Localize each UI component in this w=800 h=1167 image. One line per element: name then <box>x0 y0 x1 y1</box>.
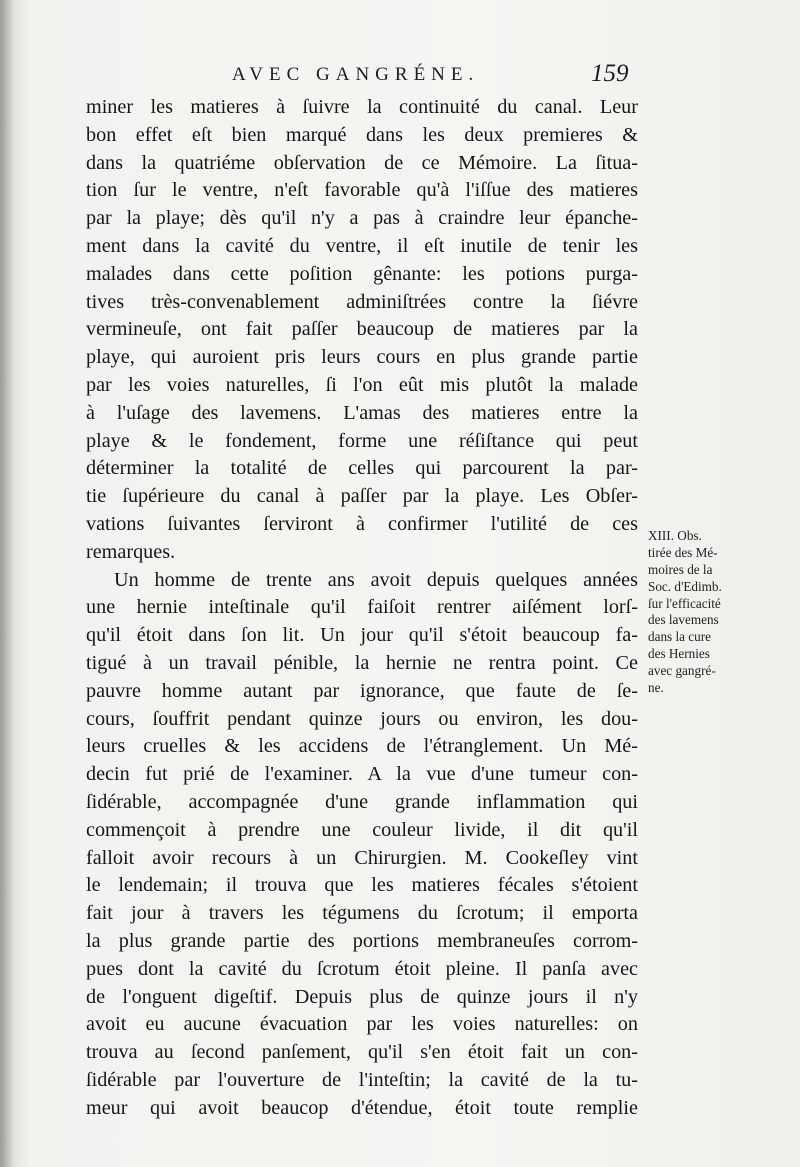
gutter-shadow <box>0 0 14 1167</box>
text-line: meur qui avoit beaucop d'étendue, étoit toute remplie <box>86 1096 638 1119</box>
text-line: tigué à un travail pénible, la hernie ne rentra point. Ce <box>86 651 638 674</box>
text-line: playe & le fondement, forme une réſiſtance qui peut <box>86 429 638 452</box>
margin-note-line: Soc. d'Edimb. <box>648 578 722 594</box>
text-line: dans la quatriéme obſervation de ce Mémoire. La ſitua- <box>86 151 638 174</box>
text-line: à l'uſage des lavemens. L'amas des matieres entre la <box>86 401 638 424</box>
text-line: bon effet eſt bien marqué dans les deux premieres & <box>86 123 638 146</box>
margin-note-line: dans la cure <box>648 629 711 645</box>
text-line: ment dans la cavité du ventre, il eſt inutile de tenir les <box>86 234 638 257</box>
text-line: le lendemain; il trouva que les matieres fécales s'étoient <box>86 874 638 897</box>
margin-note-line: ſur l'efficacité <box>648 595 721 611</box>
paragraph-first-line: Un homme de trente ans avoit depuis quelques années <box>114 568 638 591</box>
text-line: qu'il étoit dans ſon lit. Un jour qu'il s'étoit beaucoup fa- <box>86 624 638 647</box>
text-line: déterminer la totalité de celles qui parcourent la par- <box>86 457 638 480</box>
text-line: par les voies naturelles, ſi l'on eût mis plutôt la malade <box>86 373 638 396</box>
margin-note-line: moires de la <box>648 561 713 577</box>
text-line: avoit eu aucune évacuation par les voies naturelles: on <box>86 1013 638 1036</box>
margin-note-line: tirée des Mé- <box>648 544 718 560</box>
text-line: playe, qui auroient pris leurs cours en plus grande partie <box>86 346 638 369</box>
text-line: cours, ſouffrit pendant quinze jours ou environ, les dou- <box>86 707 638 730</box>
text-line: ſidérable par l'ouverture de l'inteſtin; la cavité de la tu- <box>86 1068 638 1091</box>
text-line: pauvre homme autant par ignorance, que faute de ſe- <box>86 679 638 702</box>
text-line: une hernie inteſtinale qu'il faiſoit rentrer aiſément lorſ- <box>86 596 638 619</box>
text-line: tie ſupérieure du canal à paſſer par la playe. Les Obſer- <box>86 485 638 508</box>
margin-note-line: ne. <box>648 680 664 696</box>
text-line: decin fut prié de l'examiner. A la vue d'une tumeur con- <box>86 763 638 786</box>
text-line: commençoit à prendre une couleur livide, il dit qu'il <box>86 818 638 841</box>
margin-note-line: des lavemens <box>648 612 719 628</box>
margin-note-line: des Hernies <box>648 646 710 662</box>
text-line: remarques. <box>86 540 176 563</box>
text-line: ſidérable, accompagnée d'une grande inflammation qui <box>86 790 638 813</box>
margin-note-line: avec gangré- <box>648 663 716 679</box>
text-line: leurs cruelles & les accidens de l'étranglement. Un Mé- <box>86 735 638 758</box>
text-line: pues dont la cavité du ſcrotum étoit pleine. Il panſa avec <box>86 957 638 980</box>
text-line: tives très-convenablement adminiſtrées contre la ſiévre <box>86 290 638 313</box>
margin-note-line: XIII. Obs. <box>648 528 702 543</box>
text-line: fait jour à travers les tégumens du ſcrotum; il emporta <box>86 902 638 925</box>
text-line: tion ſur le ventre, n'eſt favorable qu'à l'iſſue des matieres <box>86 179 638 202</box>
text-line: par la playe; dès qu'il n'y a pas à craindre leur épanche- <box>86 207 638 230</box>
text-line: miner les matieres à ſuivre la continuité du canal. Leur <box>86 96 638 118</box>
text-line: la plus grande partie des portions membraneuſes corrom- <box>86 929 638 952</box>
running-title: AVEC GANGRÉNE. <box>232 64 480 85</box>
text-line: falloit avoir recours à un Chirurgien. M. Cookeſley vint <box>86 846 638 869</box>
margin-note <box>648 528 766 697</box>
page-number: 159 <box>591 60 629 87</box>
text-line: vermineuſe, ont fait paſſer beaucoup de matieres par la <box>86 318 638 341</box>
text-line: de l'onguent digeſtif. Depuis plus de quinze jours il n'y <box>86 985 638 1008</box>
body-text <box>86 94 638 1122</box>
page-header <box>0 60 800 90</box>
text-line: trouva au ſecond panſement, qu'il s'en étoit fait un con- <box>86 1041 638 1064</box>
text-line: malades dans cette poſition gênante: les potions purga- <box>86 262 638 285</box>
text-line: vations ſuivantes ſerviront à confirmer l'utilité de ces <box>86 512 638 535</box>
